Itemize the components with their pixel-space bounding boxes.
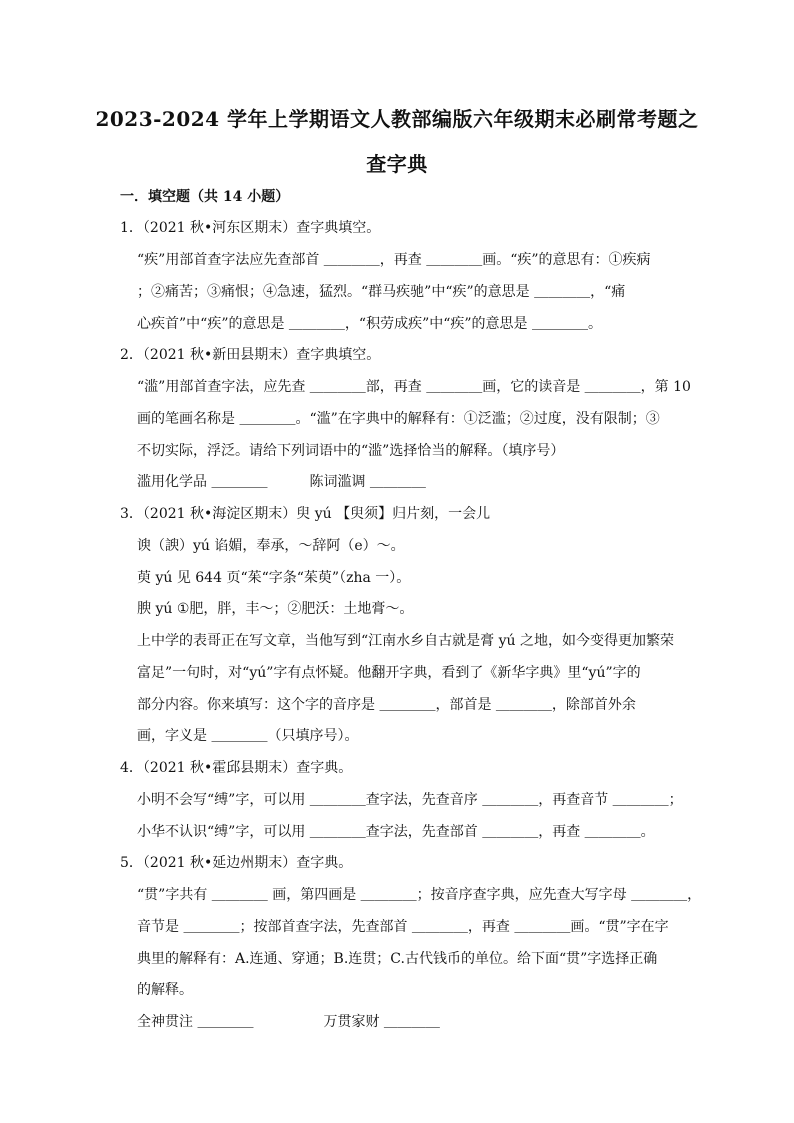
question-2-text: 不切实际，浮泛。请给下列词语中的“滥”选择恰当的解释。（填序号） — [137, 443, 565, 459]
question-2-text: 画的笔画名称是 ＿＿＿＿。“滥”在字典中的解释有：①泛滥；②过度，没有限制；③ — [137, 411, 660, 427]
question-5-text: 的解释。 — [137, 982, 193, 998]
question-1-text: 心疾首”中“疾”的意思是 ＿＿＿＿，“积劳成疾”中“疾”的意思是 ＿＿＿＿。 — [137, 316, 602, 332]
question-3-text: 画，字义是 ＿＿＿＿（只填序号）。 — [137, 728, 359, 744]
question-2-text: 滥用化学品 ＿＿＿＿ 陈词滥调 ＿＿＿＿ — [137, 474, 426, 490]
question-5-text: “贯”字共有 ＿＿＿＿ 画，第四画是 ＿＿＿＿；按音序查字典，应先查大写字母 ＿＿＿＿， — [137, 887, 702, 903]
question-1-header: 1．（2021 秋•河东区期末）查字典填空。 — [120, 220, 381, 236]
question-3-text: 萸 yú 见 644 页“茱“字条“茱萸”（zha 一）。 — [137, 570, 411, 586]
question-4-header: 4．（2021 秋•霍邱县期末）查字典。 — [120, 760, 353, 776]
question-4-text: 小明不会写“缚”字，可以用 ＿＿＿＿查字法，先查音序 ＿＿＿＿，再查音节 ＿＿＿＿； — [137, 792, 683, 808]
question-2-header: 2．（2021 秋•新田县期末）查字典填空。 — [120, 347, 381, 363]
question-5-text: 音节是 ＿＿＿＿；按部首查字法，先查部首 ＿＿＿＿，再查 ＿＿＿＿画。“贯”字在字 — [137, 919, 669, 935]
question-3-text: 谀（諛）yú 谄媚，奉承，～辞阿（e）～。 — [137, 538, 405, 554]
question-2-text: “滥”用部首查字法，应先查 ＿＿＿＿部，再查 ＿＿＿＿画，它的读音是 ＿＿＿＿，第 10 — [137, 379, 691, 395]
question-4-text: 小华不认识“缚”字，可以用 ＿＿＿＿查字法，先查部首 ＿＿＿＿，再查 ＿＿＿＿。 — [137, 824, 655, 840]
page-title-line-2: 查字典 — [366, 152, 428, 176]
question-1-text: “疾”用部首查字法应先查部首 ＿＿＿＿，再查 ＿＿＿＿画。“疾”的意思有：①疾病 — [137, 252, 651, 268]
question-5-text: 全神贯注 ＿＿＿＿ 万贯家财 ＿＿＿＿ — [137, 1014, 440, 1030]
question-5-text: 典里的解释有：A.连通、穿通；B.连贯；C.古代钱币的单位。给下面“贯”字选择正确 — [137, 951, 658, 967]
question-1-text: ；②痛苦；③痛恨；④急速，猛烈。“群马疾驰”中“疾”的意思是 ＿＿＿＿，“痛 — [137, 284, 626, 300]
question-3-text: 富足”一句时，对“yú”字有点怀疑。他翻开字典，看到了《新华字典》里“yú”字的 — [137, 665, 641, 681]
question-3-text: 部分内容。你来填写：这个字的音序是 ＿＿＿＿，部首是 ＿＿＿＿，除部首外余 — [137, 697, 636, 713]
section-heading: 一．填空题（共 14 小题） — [120, 189, 290, 205]
question-3-text: 腴 yú ①肥，胖，丰～；②肥沃：土地膏～。 — [137, 601, 414, 617]
question-3-text: 上中学的表哥正在写文章，当他写到“江南水乡自古就是膏 yú 之地，如今变得更加繁荣 — [137, 633, 674, 649]
question-5-header: 5．（2021 秋•延边州期末）查字典。 — [120, 855, 353, 871]
question-3-header: 3．（2021 秋•海淀区期末）臾 yú 【臾须】归片刻，一会儿 — [120, 506, 491, 522]
page-title-line-1: 2023-2024 学年上学期语文人教部编版六年级期末必刷常考题之 — [95, 107, 699, 131]
